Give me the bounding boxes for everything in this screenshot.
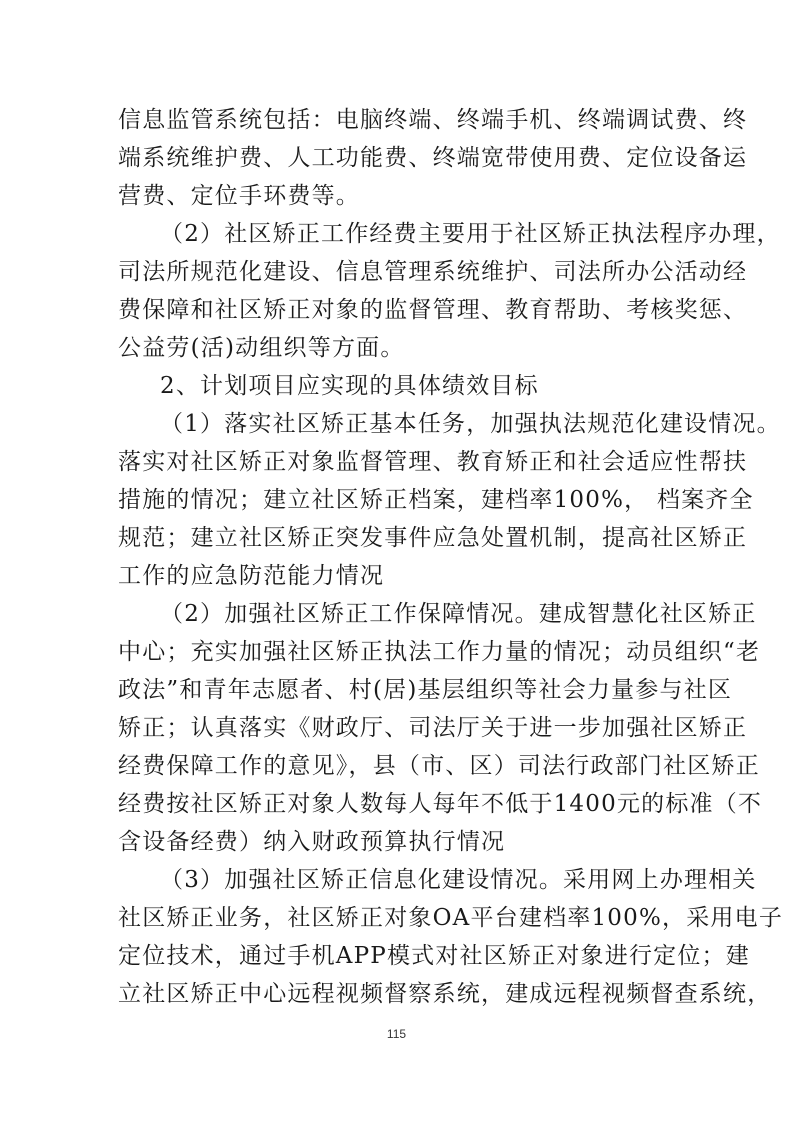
- text-line: 政法”和青年志愿者、村(居)基层组织等社会力量参与社区: [118, 677, 733, 703]
- text-line: 工作的应急防范能力情况: [118, 563, 385, 589]
- text-line: （2）社区矫正工作经费主要用于社区矫正执法程序办理，: [160, 221, 781, 247]
- text-line: （2）加强社区矫正工作保障情况。建成智慧化社区矫正: [160, 601, 757, 627]
- text-line: 信息监管系统包括：电脑终端、终端手机、终端调试费、终: [118, 107, 748, 133]
- text-line: 措施的情况；建立社区矫正档案，建档率100%， 档案齐全: [118, 487, 754, 513]
- text-line: 定位技术，通过手机APP模式对社区矫正对象进行定位；建: [118, 943, 750, 969]
- text-line: 经费保障工作的意见》，县（市、区）司法行政部门社区矫正: [118, 753, 760, 779]
- text-line: 含设备经费）纳入财政预算执行情况: [118, 829, 506, 855]
- text-line: 司法所规范化建设、信息管理系统维护、司法所办公活动经: [118, 259, 748, 285]
- page-number: 115: [386, 1027, 407, 1041]
- text-line: 矫正；认真落实《财政厅、司法厅关于进一步加强社区矫正: [118, 715, 748, 741]
- text-line: （3）加强社区矫正信息化建设情况。采用网上办理相关: [160, 867, 757, 893]
- text-line: 营费、定位手环费等。: [118, 183, 360, 209]
- text-line: （1）落实社区矫正基本任务，加强执法规范化建设情况。: [160, 411, 781, 437]
- text-line: 立社区矫正中心远程视频督察系统，建成远程视频督查系统，: [118, 981, 772, 1007]
- text-line: 费保障和社区矫正对象的监督管理、教育帮助、考核奖惩、: [118, 297, 748, 323]
- text-line: 经费按社区矫正对象人数每人每年不低于1400元的标准（不: [118, 791, 763, 817]
- text-line: 社区矫正业务，社区矫正对象OA平台建档率100%，采用电子: [118, 905, 784, 931]
- text-line: 端系统维护费、人工功能费、终端宽带使用费、定位设备运: [118, 145, 748, 171]
- text-line: 落实对社区矫正对象监督管理、教育矫正和社会适应性帮扶: [118, 449, 748, 475]
- text-line: 中心；充实加强社区矫正执法工作力量的情况；动员组织“老: [118, 639, 761, 665]
- text-line: 规范；建立社区矫正突发事件应急处置机制，提高社区矫正: [118, 525, 748, 551]
- section-heading: 2、计划项目应实现的具体绩效目标: [160, 373, 539, 399]
- text-line: 公益劳(活)动组织等方面。: [118, 335, 405, 361]
